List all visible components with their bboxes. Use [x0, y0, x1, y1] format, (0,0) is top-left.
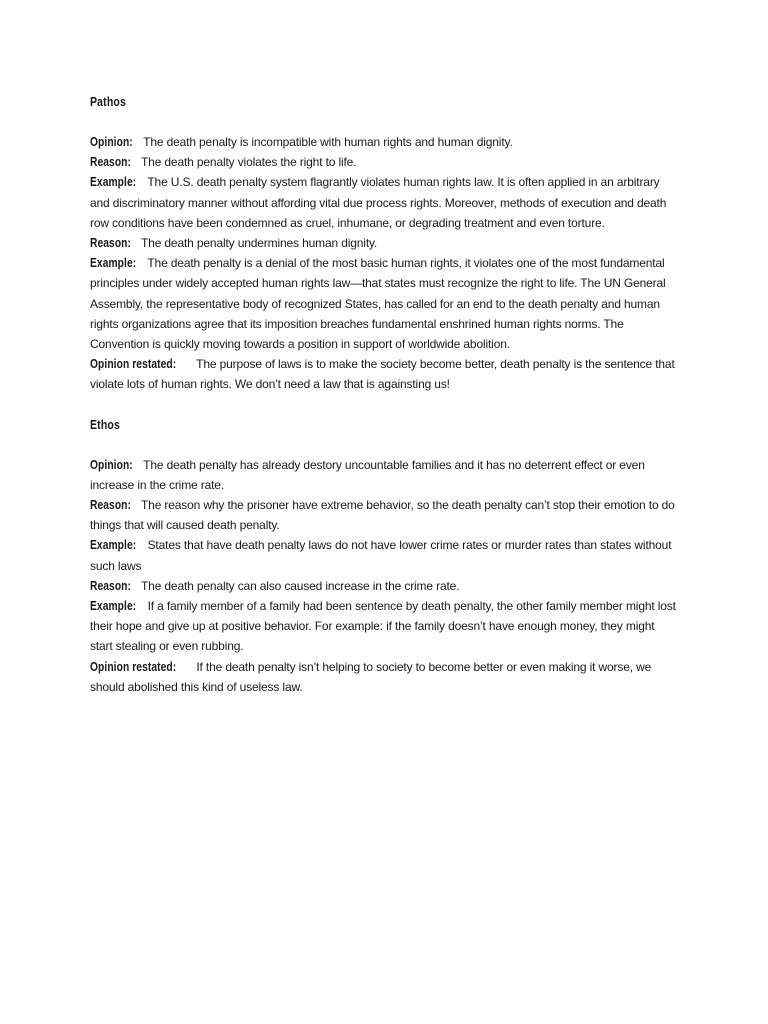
entry-example [90, 172, 680, 233]
entry-text: The death penalty is a denial of the most basic human rights, it violates one of the most fundamental principles under widely accepted human rights law—that states must recognize the right to life. The UN General Assembly, the representative body of recognized States, has called for an end to the death penalty and human rights organizations agree that its imposition breaches fundamental enshrined human rights norms. The Convention is quickly moving towards a position in support of worldwide abolition. [90, 256, 666, 352]
entry-text: The U.S. death penalty system flagrantly violates human rights law. It is often applied in an arbitrary and discriminatory manner without affording vital due process rights. Moreover, methods of execution and death row conditions have been condemned as cruel, inhumane, or degrading treatment and even torture. [90, 175, 667, 230]
entry-text: The death penalty can also caused increase in the crime rate. [141, 578, 460, 593]
entry-label: Example: [90, 538, 137, 553]
entry-example [90, 596, 680, 657]
entry-text: The death penalty is incompatible with human rights and human dignity. [143, 135, 513, 149]
entry-reason [90, 495, 680, 535]
entry-label: Example: [90, 256, 137, 271]
entry-opinion [90, 455, 680, 495]
spacer [90, 112, 680, 132]
entry-example [90, 253, 680, 354]
entry-opinion [90, 132, 680, 152]
entry-text: The reason why the prisoner have extreme behavior, so the death penalty can’t stop their emotion to do things that will caused death penalty. [90, 498, 675, 533]
entry-example [90, 535, 680, 575]
entry-label: Opinion restated: [90, 357, 177, 372]
entry-label: Reason: [90, 155, 132, 170]
entry-text: The death penalty undermines human dignity. [141, 236, 378, 251]
entry-opinion-restated [90, 657, 680, 697]
section-heading: Ethos [90, 417, 121, 432]
entry-text: The death penalty has already destory uncountable families and it has no deterrent effect or even increase in the crime rate. [90, 457, 645, 492]
entry-text: The death penalty violates the right to life. [141, 155, 357, 170]
entry-label: Reason: [90, 236, 132, 251]
section-pathos [90, 92, 680, 395]
entry-reason [90, 233, 680, 253]
section-heading: Pathos [90, 95, 127, 109]
entry-text: States that have death penalty laws do not have lower crime rates or murder rates than states without such laws [90, 538, 672, 573]
section-ethos [90, 415, 680, 697]
entry-label: Reason: [90, 578, 132, 593]
entry-text: The purpose of laws is to make the society become better, death penalty is the sentence that violate lots of human rights. We don’t need a law that is againsting us! [90, 357, 675, 392]
entry-text: If a family member of a family had been sentence by death penalty, the other family member might lost their hope and give up at positive behavior. For example: if the family doesn’t have enough money, they might start stealing or even rubbing. [90, 599, 676, 654]
entry-label: Opinion restated: [90, 659, 177, 674]
entry-label: Opinion: [90, 457, 133, 472]
entry-reason [90, 152, 680, 172]
entry-reason [90, 576, 680, 596]
entry-label: Reason: [90, 498, 132, 513]
entry-label: Example: [90, 599, 137, 614]
entry-label: Opinion: [90, 135, 133, 149]
entry-text: If the death penalty isn’t helping to society to become better or even making it worse, we should abolished this kind of useless law. [90, 659, 652, 694]
entry-opinion-restated [90, 354, 680, 394]
entry-label: Example: [90, 175, 137, 190]
document-page [90, 92, 680, 697]
spacer [90, 435, 680, 455]
spacer [90, 395, 680, 415]
